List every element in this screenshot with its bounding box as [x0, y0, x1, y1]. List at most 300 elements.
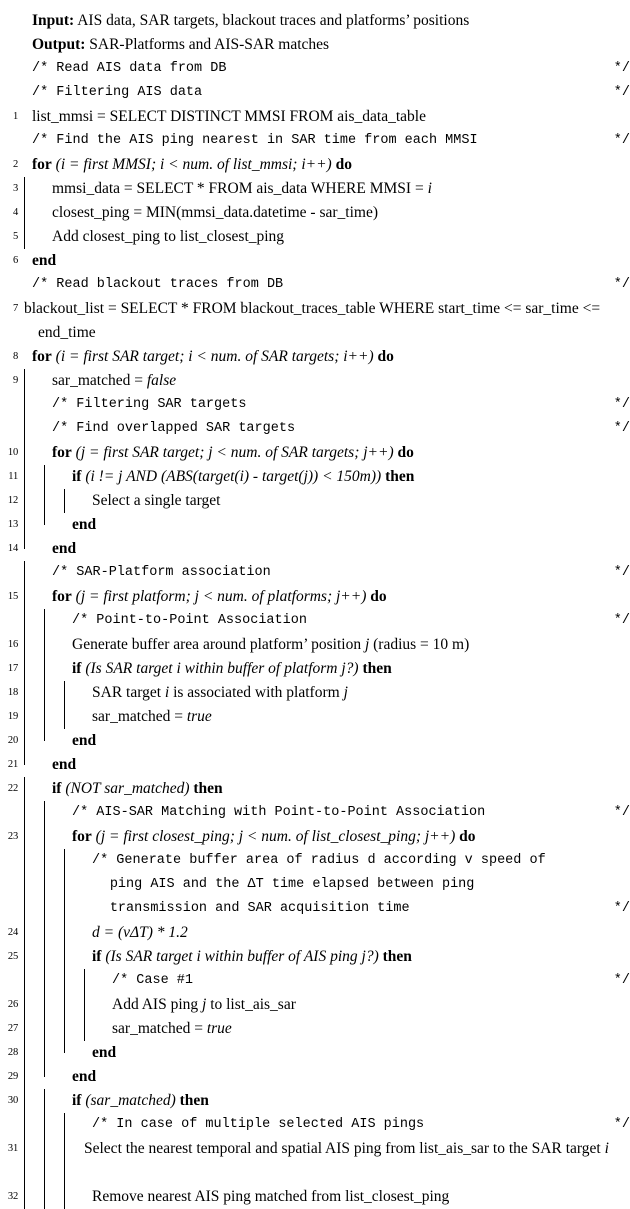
indent-guides — [24, 681, 84, 705]
control-keyword: if — [72, 468, 82, 485]
indent-guides — [24, 1137, 84, 1185]
pseudocode-line — [0, 657, 630, 681]
comment-terminator: */ — [613, 277, 630, 292]
literal-value: true — [206, 1020, 232, 1037]
pseudocode-end-keyword — [64, 513, 630, 537]
pseudocode-line — [0, 345, 630, 369]
line-number: 19 — [7, 711, 18, 722]
pseudocode-line — [0, 1137, 630, 1185]
control-keyword: for — [52, 444, 72, 461]
pseudocode-statement — [84, 681, 630, 705]
indent-guide-bar — [64, 681, 84, 705]
pseudocode-end-keyword — [84, 1041, 630, 1065]
pseudocode-statement — [84, 489, 630, 513]
indent-guides — [24, 489, 84, 513]
pseudocode-line — [0, 681, 630, 705]
pseudocode-line — [0, 393, 630, 417]
indent-guide-bar — [24, 801, 44, 825]
indent-guide-bar — [24, 393, 44, 417]
indent-guide-bar — [24, 969, 44, 993]
indent-guides — [24, 1185, 84, 1209]
comment-terminator: */ — [613, 397, 630, 412]
indent-guide-bar — [24, 825, 44, 849]
control-keyword: if — [92, 948, 102, 965]
pseudocode-end-keyword — [44, 753, 630, 777]
pseudocode-line — [0, 777, 630, 801]
pseudocode-line — [0, 801, 630, 825]
comment-terminator: */ — [613, 565, 630, 580]
comment-text: /* In case of multiple selected AIS pings — [92, 1117, 425, 1132]
indent-guide-bar — [64, 921, 84, 945]
pseudocode-statement — [24, 153, 630, 177]
pseudocode-line — [0, 249, 630, 273]
statement-text: end — [72, 1068, 97, 1085]
indent-guide-bar — [44, 801, 64, 825]
indent-guide-bar — [64, 705, 84, 729]
control-keyword: for — [72, 828, 92, 845]
line-number: 25 — [7, 951, 18, 962]
control-keyword-end: do — [397, 444, 414, 461]
statement-text: end — [72, 516, 97, 533]
indent-guide-bar — [24, 729, 44, 753]
comment-text: /* Filtering AIS data — [32, 85, 203, 100]
line-number: 28 — [7, 1047, 18, 1058]
pseudocode-comment — [44, 393, 630, 417]
indent-guide-bar — [44, 609, 64, 633]
line-number: 21 — [7, 759, 18, 770]
pseudocode-line — [0, 729, 630, 753]
condition-text: (j = first SAR target; j < num. of SAR targets; j++) — [75, 444, 394, 461]
pseudocode-line — [0, 1017, 630, 1041]
indent-guide-bar — [24, 993, 44, 1017]
pseudocode-statement — [44, 777, 630, 801]
indent-guides — [24, 441, 44, 465]
pseudocode-statement — [44, 201, 630, 225]
algorithm-input-text — [24, 9, 630, 33]
indent-guide-bar — [24, 177, 44, 201]
indent-guides — [24, 729, 64, 753]
pseudocode-comment — [84, 849, 630, 921]
indent-guide-bar — [24, 633, 44, 657]
input-value: AIS data, SAR targets, blackout traces and platforms’ positions — [74, 12, 470, 29]
pseudocode-statement — [104, 1017, 630, 1041]
indent-guide-bar — [44, 1185, 64, 1209]
line-number: 29 — [7, 1071, 18, 1082]
statement-text — [72, 1092, 209, 1109]
indent-guide-bar — [24, 657, 44, 681]
statement-text: Add AIS ping j to list_ais_sar — [112, 996, 296, 1013]
control-keyword-end: then — [193, 780, 223, 797]
pseudocode-line — [0, 417, 630, 441]
pseudocode-statement — [24, 345, 630, 369]
pseudocode-line — [0, 297, 630, 345]
line-number: 11 — [8, 471, 18, 482]
pseudocode-line — [0, 129, 630, 153]
output-value: SAR-Platforms and AIS-SAR matches — [85, 36, 330, 53]
indent-guide-bar — [24, 513, 44, 537]
indent-guides — [24, 1113, 84, 1137]
line-number: 26 — [7, 999, 18, 1010]
input-label: Input: — [32, 12, 75, 29]
line-number: 8 — [12, 351, 18, 362]
pseudocode-line — [0, 561, 630, 585]
indent-guides — [24, 849, 84, 921]
pseudocode-line — [0, 441, 630, 465]
indent-guide-bar — [24, 1089, 44, 1113]
condition-text: (i != j AND (ABS(target(i) - target(j)) < 150m)) — [85, 468, 382, 485]
algorithm-output-text — [24, 33, 630, 57]
statement-text: Select a single target — [92, 492, 221, 509]
indent-guide-bar — [64, 969, 84, 993]
line-number: 22 — [7, 783, 18, 794]
comment-text: /* SAR-Platform association — [52, 565, 271, 580]
pseudocode-end-keyword — [44, 537, 630, 561]
condition-text: (Is SAR target i within buffer of AIS ping j?) — [105, 948, 379, 965]
pseudocode-line — [0, 1089, 630, 1113]
pseudocode-line — [0, 585, 630, 609]
algorithm-input-row — [0, 9, 630, 33]
pseudocode-comment — [64, 609, 630, 633]
pseudocode-line — [0, 633, 630, 657]
pseudocode-end-keyword — [64, 1065, 630, 1089]
condition-text: (j = first platform; j < num. of platforms; j++) — [75, 588, 367, 605]
statement-text — [32, 156, 352, 173]
indent-guide-bar — [24, 921, 44, 945]
pseudocode-line — [0, 225, 630, 249]
indent-guides — [24, 1089, 64, 1113]
line-number: 17 — [7, 663, 18, 674]
pseudocode-statement — [44, 369, 630, 393]
indent-guide-bar — [44, 993, 64, 1017]
indent-guide-bar — [44, 513, 64, 537]
statement-text: end — [52, 540, 77, 557]
indent-guides — [24, 513, 64, 537]
pseudocode-line — [0, 153, 630, 177]
pseudocode-line — [0, 513, 630, 537]
statement-text: sar_matched = true — [92, 708, 212, 725]
indent-guides — [24, 561, 44, 585]
indent-guide-bar — [64, 1017, 84, 1041]
control-keyword-end: do — [459, 828, 476, 845]
indent-guide-bar — [44, 1017, 64, 1041]
statement-text: sar_matched = true — [112, 1020, 232, 1037]
pseudocode-line — [0, 921, 630, 945]
indent-guide-bar — [44, 657, 64, 681]
comment-text: /* AIS-SAR Matching with Point-to-Point Association — [72, 805, 486, 820]
comment-text-line: transmission and SAR acquisition time — [109, 901, 410, 916]
pseudocode-statement — [64, 825, 630, 849]
indent-guide-bar — [24, 489, 44, 513]
indent-guide-bar — [24, 777, 44, 801]
indent-guides — [24, 825, 64, 849]
pseudocode-statement — [84, 705, 630, 729]
comment-terminator: */ — [613, 421, 630, 436]
pseudocode-line — [0, 705, 630, 729]
indent-guides — [24, 1065, 64, 1089]
pseudocode-comment — [104, 969, 630, 993]
indent-guide-bar — [44, 825, 64, 849]
indent-guides — [24, 969, 104, 993]
pseudocode-line — [0, 849, 630, 921]
indent-guide-bar — [44, 633, 64, 657]
line-number: 3 — [12, 183, 18, 194]
indent-guides — [24, 537, 44, 561]
condition-text: (NOT sar_matched) — [65, 780, 190, 797]
indent-guides — [24, 585, 44, 609]
indent-guide-bar — [24, 537, 44, 561]
statement-text: mmsi_data = SELECT * FROM ais_data WHERE MMSI = i — [52, 180, 432, 197]
algorithm-body — [0, 57, 630, 1209]
statement-text — [72, 660, 392, 677]
statement-text: end — [92, 1044, 117, 1061]
pseudocode-statement — [24, 297, 630, 345]
indent-guide-bar — [44, 465, 64, 489]
control-keyword: for — [52, 588, 72, 605]
indent-guides — [24, 1017, 104, 1041]
control-keyword: if — [52, 780, 62, 797]
pseudocode-line — [0, 753, 630, 777]
indent-guide-bar — [64, 849, 84, 921]
indent-guide-bar — [24, 609, 44, 633]
indent-guide-bar — [24, 201, 44, 225]
indent-guide-bar — [44, 945, 64, 969]
indent-guide-bar — [84, 993, 104, 1017]
pseudocode-statement — [44, 441, 630, 465]
comment-terminator: */ — [613, 1117, 630, 1132]
line-number: 24 — [7, 927, 18, 938]
comment-text: /* Find the AIS ping nearest in SAR time from each MMSI — [32, 133, 478, 148]
indent-guides — [24, 633, 64, 657]
line-number: 9 — [12, 375, 18, 386]
statement-text — [52, 588, 387, 605]
pseudocode-line — [0, 57, 630, 81]
indent-guides — [24, 177, 44, 201]
indent-guide-bar — [24, 465, 44, 489]
indent-guide-bar — [64, 945, 84, 969]
indent-guide-bar — [24, 585, 44, 609]
indent-guide-bar — [84, 969, 104, 993]
statement-text — [52, 780, 223, 797]
indent-guide-bar — [64, 1113, 84, 1137]
statement-text — [92, 948, 412, 965]
statement-text: end — [52, 756, 77, 773]
control-keyword: if — [72, 660, 82, 677]
statement-text: Generate buffer area around platform’ position j (radius = 10 m) — [72, 636, 470, 653]
indent-guides — [24, 657, 64, 681]
indent-guides — [24, 705, 84, 729]
condition-text: (Is SAR target i within buffer of platform j?) — [85, 660, 359, 677]
indent-guide-bar — [24, 753, 44, 777]
line-number: 27 — [7, 1023, 18, 1034]
indent-guides — [24, 609, 64, 633]
pseudocode-statement — [64, 633, 630, 657]
pseudocode-line — [0, 177, 630, 201]
indent-guides — [24, 465, 64, 489]
statement-text: SAR target i is associated with platform j — [92, 684, 348, 701]
comment-terminator: */ — [613, 133, 630, 148]
statement-text: sar_matched = false — [52, 372, 177, 389]
pseudocode-statement — [24, 105, 630, 129]
pseudocode-comment — [44, 417, 630, 441]
comment-text: /* Case #1 — [112, 973, 194, 988]
indent-guide-bar — [24, 945, 44, 969]
indent-guide-bar — [44, 1137, 64, 1185]
pseudocode-line — [0, 465, 630, 489]
control-keyword-end: do — [370, 588, 387, 605]
pseudocode-line — [0, 969, 630, 993]
control-keyword: for — [32, 348, 52, 365]
line-number: 4 — [12, 207, 18, 218]
line-number: 23 — [7, 831, 18, 842]
indent-guide-bar — [24, 1017, 44, 1041]
pseudocode-statement — [104, 993, 630, 1017]
literal-value: true — [186, 708, 212, 725]
indent-guide-bar — [24, 1113, 44, 1137]
line-number: 10 — [7, 447, 18, 458]
indent-guides — [24, 201, 44, 225]
statement-text — [32, 348, 394, 365]
condition-text: (sar_matched) — [85, 1092, 176, 1109]
indent-guide-bar — [64, 1041, 84, 1065]
pseudocode-line — [0, 537, 630, 561]
statement-text: end — [32, 252, 57, 269]
line-number: 12 — [7, 495, 18, 506]
indent-guide-bar — [44, 705, 64, 729]
indent-guides — [24, 753, 44, 777]
indent-guide-bar — [64, 993, 84, 1017]
comment-text: /* Point-to-Point Association — [72, 613, 307, 628]
pseudocode-statement — [64, 1089, 630, 1113]
condition-text: (i = first SAR target; i < num. of SAR targets; i++) — [55, 348, 374, 365]
indent-guide-bar — [24, 417, 44, 441]
indent-guide-bar — [24, 441, 44, 465]
pseudocode-line — [0, 273, 630, 297]
pseudocode-statement — [44, 585, 630, 609]
comment-text-line: /* Generate buffer area of radius d according v speed of — [92, 853, 546, 868]
pseudocode-end-keyword — [64, 729, 630, 753]
line-number: 15 — [7, 591, 18, 602]
control-keyword: if — [72, 1092, 82, 1109]
pseudocode-line — [0, 1065, 630, 1089]
comment-terminator: */ — [613, 613, 630, 628]
indent-guide-bar — [44, 849, 64, 921]
indent-guide-bar — [64, 1185, 84, 1209]
indent-guide-bar — [64, 489, 84, 513]
statement-text — [72, 468, 414, 485]
indent-guides — [24, 777, 44, 801]
pseudocode-comment — [84, 1113, 630, 1137]
pseudocode-line — [0, 81, 630, 105]
statement-text: Select the nearest temporal and spatial AIS ping from list_ais_sar to the SAR target i — [84, 1140, 609, 1157]
statement-text: Remove nearest AIS ping matched from list_closest_ping — [92, 1188, 450, 1205]
indent-guide-bar — [44, 921, 64, 945]
control-keyword-end: then — [382, 948, 412, 965]
output-label: Output: — [32, 36, 86, 53]
line-number: 6 — [12, 255, 18, 266]
pseudocode-line — [0, 489, 630, 513]
indent-guide-bar — [24, 681, 44, 705]
comment-text: /* Read AIS data from DB — [32, 61, 227, 76]
pseudocode-line — [0, 369, 630, 393]
comment-text — [92, 849, 546, 921]
pseudocode-statement — [44, 225, 630, 249]
pseudocode-statement — [84, 1185, 630, 1209]
indent-guides — [24, 369, 44, 393]
indent-guide-bar — [24, 225, 44, 249]
line-number: 13 — [7, 519, 18, 530]
statement-text: list_mmsi = SELECT DISTINCT MMSI FROM ais_data_table — [32, 108, 426, 125]
statement-text — [72, 828, 476, 845]
indent-guide-bar — [24, 1185, 44, 1209]
comment-terminator: */ — [613, 805, 630, 820]
pseudocode-comment — [64, 801, 630, 825]
indent-guide-bar — [64, 1137, 84, 1185]
comment-text: /* Read blackout traces from DB — [32, 277, 284, 292]
pseudocode-comment — [24, 273, 630, 297]
pseudocode-formula — [84, 921, 630, 945]
control-keyword-end: then — [362, 660, 392, 677]
literal-value: false — [146, 372, 177, 389]
indent-guide-bar — [44, 1041, 64, 1065]
indent-guides — [24, 801, 64, 825]
line-number: 30 — [7, 1095, 18, 1106]
line-number: 16 — [7, 639, 18, 650]
pseudocode-line — [0, 609, 630, 633]
condition-text: (j = first closest_ping; j < num. of list_closest_ping; j++) — [95, 828, 456, 845]
indent-guide-bar — [44, 729, 64, 753]
indent-guide-bar — [24, 705, 44, 729]
pseudocode-statement — [84, 945, 630, 969]
line-number: 31 — [7, 1143, 18, 1154]
pseudocode-comment — [24, 57, 630, 81]
pseudocode-line — [0, 825, 630, 849]
line-number: 20 — [7, 735, 18, 746]
comment-terminator: */ — [613, 85, 630, 100]
condition-text: (i = first MMSI; i < num. of list_mmsi; i++) — [55, 156, 332, 173]
pseudocode-line — [0, 993, 630, 1017]
comment-text: /* Filtering SAR targets — [52, 397, 247, 412]
line-number: 2 — [12, 159, 18, 170]
indent-guide-bar — [44, 1113, 64, 1137]
comment-terminator: */ — [613, 61, 630, 76]
indent-guide-bar — [44, 489, 64, 513]
indent-guide-bar — [84, 1017, 104, 1041]
statement-text: blackout_list = SELECT * FROM blackout_traces_table WHERE start_time <= sar_time <= end_time — [24, 300, 601, 341]
indent-guides — [24, 1041, 84, 1065]
pseudocode-line — [0, 1041, 630, 1065]
indent-guide-bar — [24, 1041, 44, 1065]
statement-text: end — [72, 732, 97, 749]
pseudocode-comment — [24, 129, 630, 153]
algorithm-output-row — [0, 33, 630, 57]
indent-guides — [24, 993, 104, 1017]
control-keyword-end: do — [377, 348, 394, 365]
indent-guide-bar — [44, 1089, 64, 1113]
pseudocode-line — [0, 105, 630, 129]
line-number: 18 — [7, 687, 18, 698]
pseudocode-line — [0, 201, 630, 225]
pseudocode-statement — [84, 1137, 630, 1161]
indent-guide-bar — [44, 969, 64, 993]
statement-text: Add closest_ping to list_closest_ping — [52, 228, 285, 245]
indent-guide-bar — [24, 1137, 44, 1185]
control-keyword-end: do — [335, 156, 352, 173]
comment-text: /* Find overlapped SAR targets — [52, 421, 296, 436]
pseudocode-statement — [64, 657, 630, 681]
control-keyword-end: then — [179, 1092, 209, 1109]
statement-text — [52, 444, 414, 461]
pseudocode-line — [0, 1185, 630, 1209]
